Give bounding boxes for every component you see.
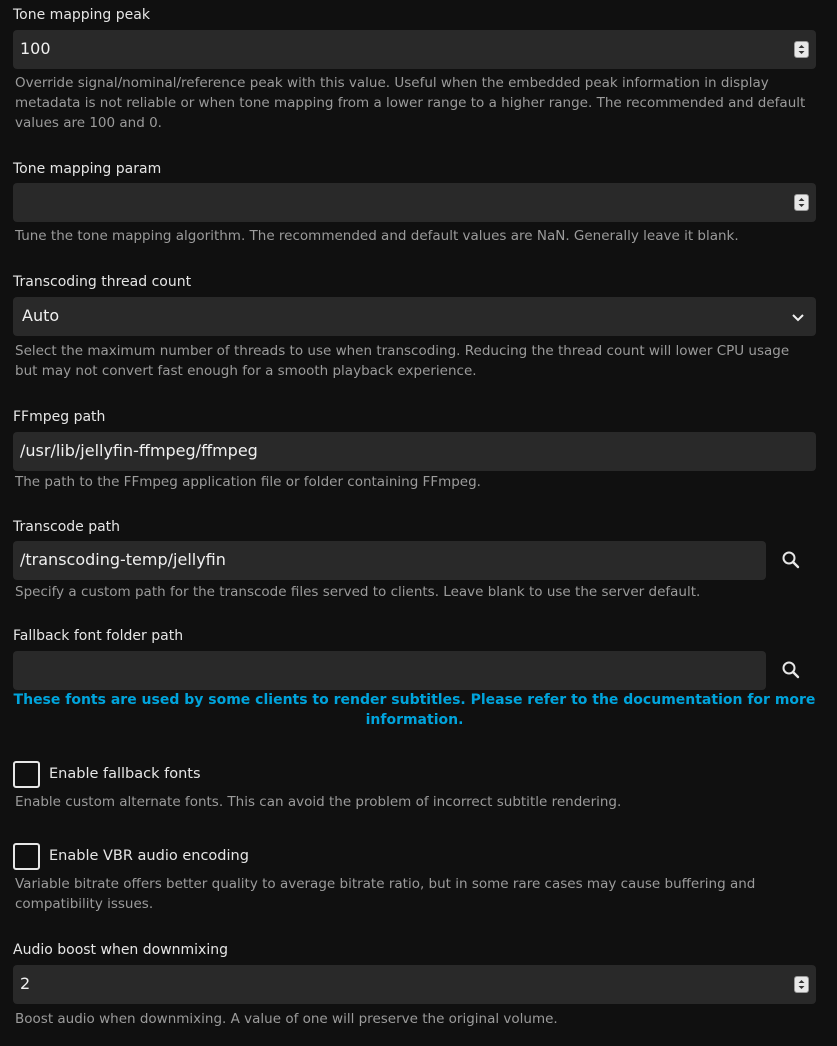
chevron-down-icon	[790, 309, 806, 325]
enable-fallback-fonts-checkbox[interactable]	[13, 761, 40, 788]
transcode-path-search-button[interactable]	[775, 544, 807, 576]
tone-mapping-param-help: Tune the tone mapping algorithm. The recommended and default values are NaN. Generally leave it blank.	[15, 228, 739, 244]
tone-mapping-peak-label: Tone mapping peak	[13, 7, 150, 23]
fallback-font-path-input[interactable]	[13, 651, 766, 690]
spinner-icon[interactable]	[794, 976, 809, 993]
tone-mapping-peak-value: 100	[20, 39, 51, 58]
enable-vbr-checkbox[interactable]	[13, 843, 40, 870]
audio-boost-label: Audio boost when downmixing	[13, 942, 228, 958]
audio-boost-help: Boost audio when downmixing. A value of one will preserve the original volume.	[15, 1011, 558, 1027]
tone-mapping-peak-help: Override signal/nominal/reference peak with this value. Useful when the embedded peak information in display metadata is not reliable or when tone mapping from a lower range to a higher range. The recommended and default values are 100 and 0.	[15, 75, 806, 131]
spinner-icon[interactable]	[794, 194, 809, 211]
tone-mapping-param-label: Tone mapping param	[13, 161, 162, 177]
enable-fallback-fonts-help: Enable custom alternate fonts. This can avoid the problem of incorrect subtitle rendering.	[15, 794, 622, 810]
thread-count-selected: Auto	[22, 306, 60, 325]
search-icon	[781, 550, 801, 570]
transcode-path-help: Specify a custom path for the transcode files served to clients. Leave blank to use the server default.	[15, 584, 701, 600]
ffmpeg-path-help: The path to the FFmpeg application file or folder containing FFmpeg.	[15, 474, 481, 490]
spinner-icon[interactable]	[794, 41, 809, 58]
enable-vbr-label[interactable]: Enable VBR audio encoding	[49, 848, 249, 864]
ffmpeg-path-value: /usr/lib/jellyfin-ffmpeg/ffmpeg	[20, 441, 258, 460]
audio-boost-input[interactable]	[13, 965, 816, 1004]
fallback-font-path-label: Fallback font folder path	[13, 628, 184, 644]
thread-count-label: Transcoding thread count	[13, 274, 192, 290]
enable-fallback-fonts-label[interactable]: Enable fallback fonts	[49, 766, 201, 782]
ffmpeg-path-input[interactable]	[13, 432, 816, 471]
thread-count-help: Select the maximum number of threads to use when transcoding. Reducing the thread count will lower CPU usage but may not convert fast enough for a smooth playback experience.	[15, 343, 790, 379]
transcode-path-input[interactable]	[13, 541, 766, 580]
audio-boost-value: 2	[20, 974, 31, 993]
enable-vbr-help: Variable bitrate offers better quality to average bitrate ratio, but in some rare cases may cause buffering and compatibility issues.	[15, 876, 756, 912]
transcode-path-value: /transcoding-temp/jellyfin	[20, 550, 226, 569]
fallback-font-path-search-button[interactable]	[775, 654, 807, 686]
search-icon	[781, 660, 801, 680]
thread-count-select[interactable]	[13, 297, 816, 336]
fallback-font-note: These fonts are used by some clients to render subtitles. Please refer to the documentation for more information.	[13, 692, 816, 728]
tone-mapping-param-input[interactable]	[13, 183, 816, 222]
transcode-path-label: Transcode path	[13, 519, 121, 535]
ffmpeg-path-label: FFmpeg path	[13, 409, 106, 425]
tone-mapping-peak-input[interactable]	[13, 30, 816, 69]
